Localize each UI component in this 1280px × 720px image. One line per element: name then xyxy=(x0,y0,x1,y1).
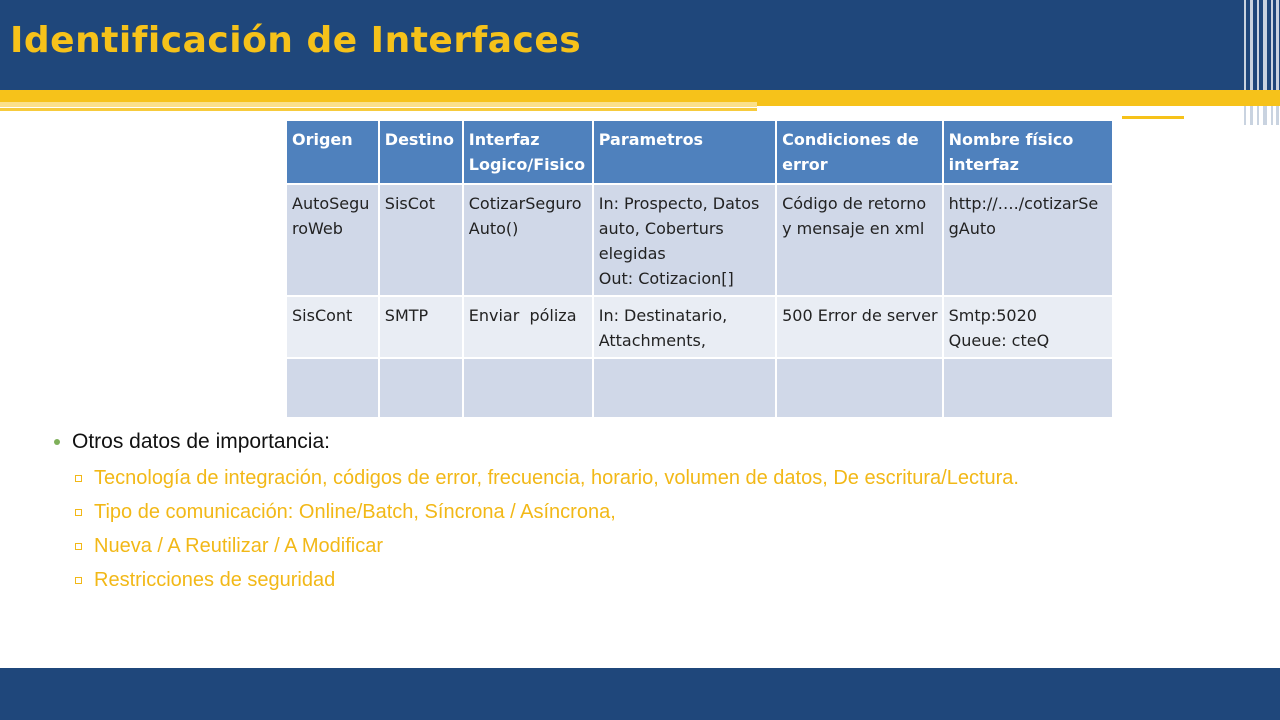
header-origen: Origen xyxy=(286,120,379,184)
table-row xyxy=(286,358,1113,418)
header-nombre-fisico: Nombre físico interfaz xyxy=(943,120,1113,184)
square-bullet-icon xyxy=(75,543,82,550)
square-bullet-icon xyxy=(75,577,82,584)
table-cell: Código de retorno y mensaje en xml xyxy=(776,184,943,296)
header-destino: Destino xyxy=(379,120,463,184)
table-cell xyxy=(379,358,463,418)
slide-title: Identificación de Interfaces xyxy=(10,20,582,61)
gold-accent-line xyxy=(0,108,757,111)
square-bullet-icon xyxy=(75,509,82,516)
sub-bullet-text: Tecnología de integración, códigos de error, frecuencia, horario, volumen de datos, De escritura/Lectura. xyxy=(94,467,1019,489)
table-cell xyxy=(776,358,943,418)
bullet-dot-icon xyxy=(54,439,60,445)
table-cell: 500 Error de server xyxy=(776,296,943,358)
gold-accent-light xyxy=(0,102,757,107)
header-stripes-decoration xyxy=(1240,0,1280,125)
interfaces-table-container xyxy=(285,119,1114,412)
table-cell: http://…./cotizarSegAuto xyxy=(943,184,1113,296)
table-cell xyxy=(943,358,1113,418)
sub-bullet-text: Nueva / A Reutilizar / A Modificar xyxy=(94,535,384,557)
table-cell xyxy=(593,358,776,418)
gold-accent-tail xyxy=(1122,116,1184,119)
table-row xyxy=(286,296,1113,358)
bullet-main-text: Otros datos de importancia: xyxy=(72,430,330,453)
sub-bullet xyxy=(52,463,1112,493)
bullet-list xyxy=(52,428,1112,599)
header-condiciones: Condiciones de error xyxy=(776,120,943,184)
sub-bullet xyxy=(52,565,1112,595)
sub-bullet-text: Tipo de comunicación: Online/Batch, Síncrona / Asíncrona, xyxy=(94,501,616,523)
header-parametros: Parametros xyxy=(593,120,776,184)
square-bullet-icon xyxy=(75,475,82,482)
table-cell: CotizarSeguroAuto() xyxy=(463,184,593,296)
table-cell: SisCot xyxy=(379,184,463,296)
table-cell: Smtp:5020 Queue: cteQ xyxy=(943,296,1113,358)
table-cell: AutoSeguroWeb xyxy=(286,184,379,296)
table-row xyxy=(286,184,1113,296)
header-bar xyxy=(0,0,1280,90)
header-interfaz: Interfaz Logico/Fisico xyxy=(463,120,593,184)
table-cell: SisCont xyxy=(286,296,379,358)
interfaces-table xyxy=(285,119,1114,419)
bullet-main xyxy=(52,428,1112,456)
sub-bullet xyxy=(52,531,1112,561)
sub-bullet-text: Restricciones de seguridad xyxy=(94,569,336,591)
table-cell: SMTP xyxy=(379,296,463,358)
table-cell: In: Prospecto, Datos auto, Coberturs elegidas Out: Cotizacion[] xyxy=(593,184,776,296)
table-cell xyxy=(286,358,379,418)
table-cell: Enviar póliza xyxy=(463,296,593,358)
table-cell: In: Destinatario, Attachments, xyxy=(593,296,776,358)
footer-bar xyxy=(0,668,1280,720)
table-header-row xyxy=(286,120,1113,184)
sub-bullet xyxy=(52,497,1112,527)
table-cell xyxy=(463,358,593,418)
